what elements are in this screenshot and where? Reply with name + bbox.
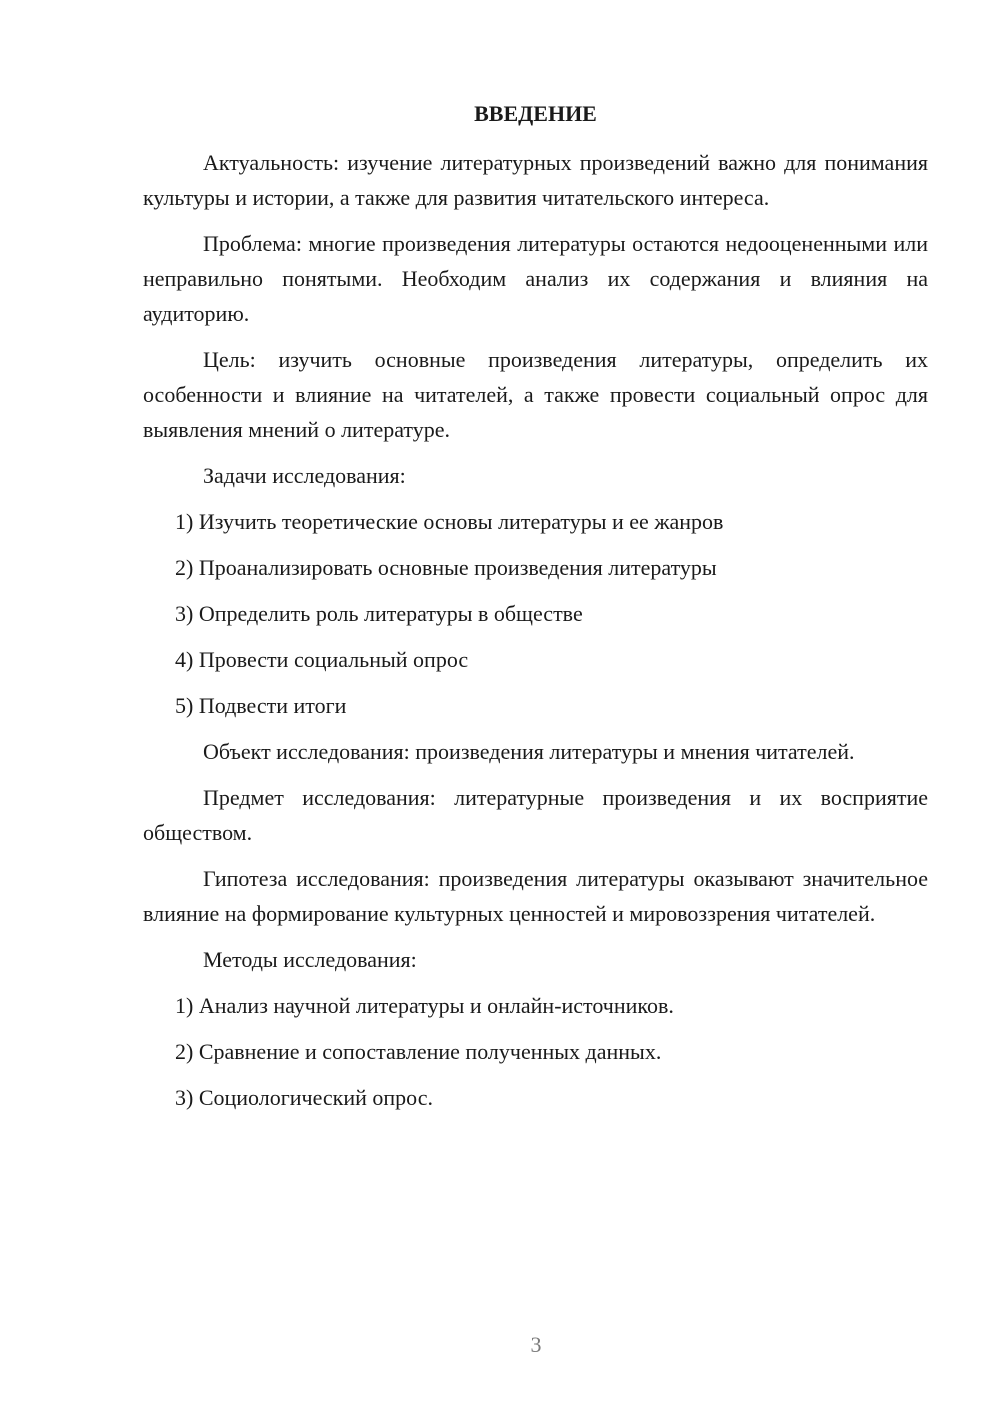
page-number: 3 [530,1332,542,1357]
page-content [143,96,928,1126]
method-item-1: 1) Анализ научной литературы и онлайн-источников. [175,993,674,1018]
tasks-list [143,504,928,723]
task-item-1: 1) Изучить теоретические основы литературы и ее жанров [175,509,724,534]
methods-heading: Методы исследования: [203,947,417,972]
paragraph-hypothesis: Гипотеза исследования: произведения литературы оказывают значительное влияние на формирование культурных ценностей и мировоззрения читателей. [143,866,928,926]
task-item-4: 4) Провести социальный опрос [175,647,469,672]
paragraph-relevance: Актуальность: изучение литературных произведений важно для понимания культуры и истории, а также для развития читательского интереса. [143,150,928,210]
method-item-3: 3) Социологический опрос. [175,1085,433,1110]
tasks-heading: Задачи исследования: [203,463,406,488]
task-item-2: 2) Проанализировать основные произведения литературы [175,555,717,580]
section-title: ВВЕДЕНИЕ [474,101,597,126]
method-item-2: 2) Сравнение и сопоставление полученных данных. [175,1039,662,1064]
paragraph-subject: Предмет исследования: литературные произведения и их восприятие обществом. [143,785,928,845]
paragraph-goal: Цель: изучить основные произведения литературы, определить их особенности и влияние на читателей, а также провести социальный опрос для выявления мнений о литературе. [143,347,928,442]
methods-list [143,988,928,1115]
task-item-3: 3) Определить роль литературы в обществе [175,601,583,626]
paragraph-object: Объект исследования: произведения литературы и мнения читателей. [203,739,855,764]
paragraph-problem: Проблема: многие произведения литературы остаются недооцененными или неправильно понятыми. Необходим анализ их содержания и влияния на аудиторию. [143,231,928,326]
task-item-5: 5) Подвести итоги [175,693,347,718]
